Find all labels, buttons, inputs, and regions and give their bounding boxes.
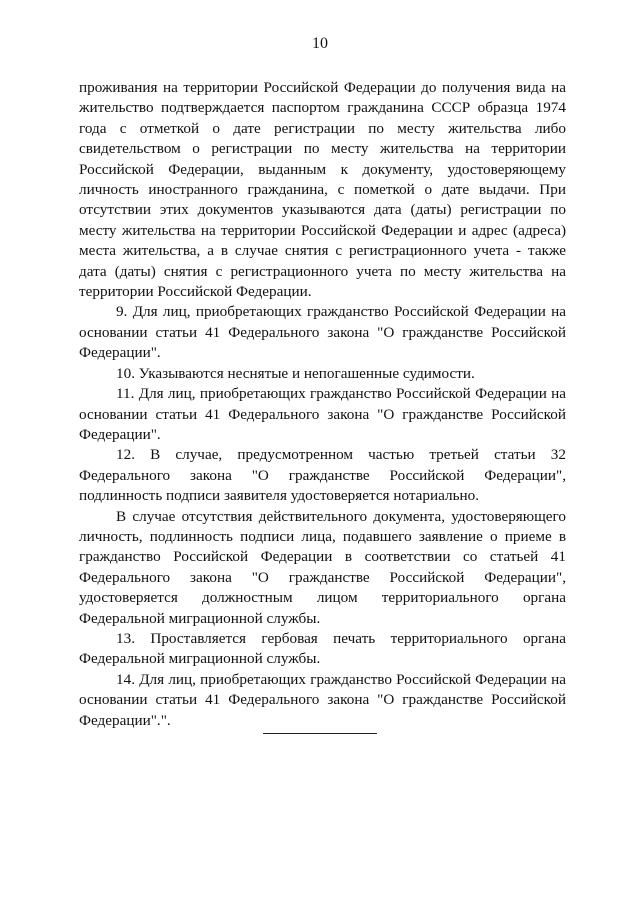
paragraph-item-11: 11. Для лиц, приобретающих гражданство Российской Федерации на основании статьи 41 Федерального закона "О гражданстве Российской Федерации". — [79, 385, 566, 443]
closing-rule-divider — [263, 733, 377, 734]
paragraph-item-10: 10. Указываются неснятые и непогашенные судимости. — [116, 364, 475, 382]
document-body — [79, 78, 566, 731]
paragraph-item-12: 12. В случае, предусмотренном частью третьей статьи 32 Федерального закона "О гражданстве Российской Федерации", подлинность подписи заявителя удостоверяется нотариально. — [79, 446, 566, 505]
paragraph-item-12-continued: В случае отсутствия действительного документа, удостоверяющего личность, подлинность подписи лица, подавшего заявление о приеме в гражданство Российской Федерации в соответствии со статьей 41 Федерального закона "О гражданстве Российской Федерации", удостоверяется должностным лицом территориального органа Федеральной миграционной службы. — [79, 507, 566, 627]
page-number: 10 — [312, 35, 328, 52]
paragraph-continuation: проживания на территории Российской Федерации до получения вида на жительство подтверждается паспортом гражданина СССР образца 1974 года с отметкой о дате регистрации по месту жительства либо свидетельством о регистрации по месту жительства на территории Российской Федерации, выданным к документу, удостоверяющему личность иностранного гражданина, с пометкой о дате выдачи. При отсутствии этих документов указываются дата (даты) регистрации по месту жительства на территории Российской Федерации и адрес (адреса) места жительства, а в случае снятия с регистрационного учета - также дата (даты) снятия с регистрационного учета по месту жительства на территории Российской Федерации. — [79, 79, 566, 301]
paragraph-item-13: 13. Проставляется гербовая печать территориального органа Федеральной миграционной службы. — [79, 629, 566, 668]
paragraph-item-14: 14. Для лиц, приобретающих гражданство Российской Федерации на основании статьи 41 Федерального закона "О гражданстве Российской Федерации".". — [79, 670, 566, 729]
paragraph-item-9: 9. Для лиц, приобретающих гражданство Российской Федерации на основании статьи 41 Федерального закона "О гражданстве Российской Федерации". — [79, 303, 566, 362]
